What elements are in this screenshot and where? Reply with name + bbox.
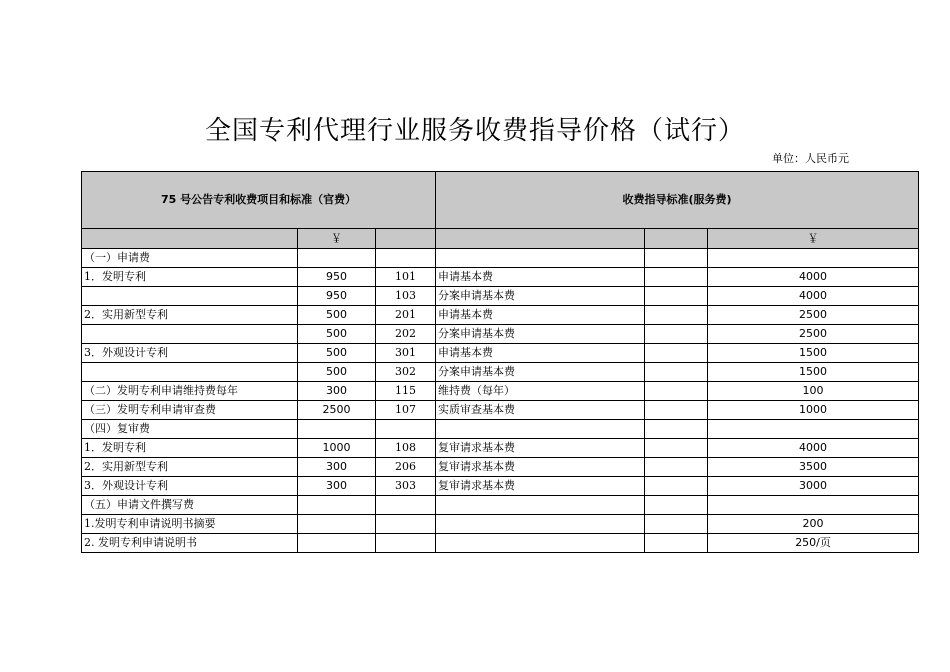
unit-label: 单位：人民币元 [772,152,849,165]
service-fee-cell: 4000 [708,287,919,306]
table-row [82,477,919,496]
service-item-cell: 分案申请基本费 [436,363,645,382]
service-fee-cell: 1000 [708,401,919,420]
service-item-cell: 分案申请基本费 [436,325,645,344]
official-fee-cell [298,249,376,268]
service-fee-cell: 4000 [708,439,919,458]
service-item-cell [436,515,645,534]
official-fee-header: 75 号公告专利收费项目和标准（官费） [82,172,436,229]
currency-row [82,229,919,249]
official-fee-cell: 300 [298,382,376,401]
blank-cell [645,249,708,268]
fee-code-cell: 201 [376,306,436,325]
blank-cell [645,496,708,515]
item-name-cell: （一）申请费 [82,249,298,268]
blank-cell [645,325,708,344]
service-item-cell [436,420,645,439]
fee-code-cell [376,496,436,515]
blank-cell [645,439,708,458]
page-title: 全国专利代理行业服务收费指导价格（试行） [204,116,745,146]
service-fee-cell: 200 [708,515,919,534]
service-item-cell: 申请基本费 [436,268,645,287]
table-row [82,268,919,287]
service-item-cell [436,249,645,268]
blank-cell [645,458,708,477]
table-row [82,249,919,268]
table-row [82,534,919,553]
blank-cell [645,477,708,496]
table-row [82,306,919,325]
official-fee-cell: 950 [298,287,376,306]
fee-code-cell: 301 [376,344,436,363]
blank-cell [645,287,708,306]
service-item-cell: 申请基本费 [436,344,645,363]
blank-cell [645,515,708,534]
official-fee-cell: 500 [298,344,376,363]
fee-code-cell: 101 [376,268,436,287]
fee-code-cell: 103 [376,287,436,306]
item-name-cell: 2. 发明专利申请说明书 [82,534,298,553]
official-fee-cell: 1000 [298,439,376,458]
fee-code-cell: 303 [376,477,436,496]
service-item-cell [436,534,645,553]
service-fee-cell [708,496,919,515]
fee-code-cell [376,420,436,439]
table-row [82,458,919,477]
fee-table [81,171,919,553]
service-fee-cell: 2500 [708,325,919,344]
item-name-cell [82,287,298,306]
blank-cell [645,268,708,287]
currency-symbol: ￥ [298,229,376,249]
service-fee-cell: 250/页 [708,534,919,553]
sub-cell [82,229,298,249]
service-item-cell: 申请基本费 [436,306,645,325]
official-fee-cell: 500 [298,363,376,382]
fee-code-cell [376,515,436,534]
blank-cell [645,363,708,382]
official-fee-cell: 2500 [298,401,376,420]
sub-cell [436,229,645,249]
official-fee-cell: 300 [298,458,376,477]
table-row [82,420,919,439]
blank-cell [645,306,708,325]
item-name-cell [82,325,298,344]
table-row [82,344,919,363]
fee-code-cell [376,249,436,268]
service-fee-header: 收费指导标准(服务费) [436,172,919,229]
official-fee-cell: 300 [298,477,376,496]
service-fee-cell: 4000 [708,268,919,287]
item-name-cell: （二）发明专利申请维持费每年 [82,382,298,401]
item-name-cell: （四）复审费 [82,420,298,439]
official-fee-cell [298,496,376,515]
table-row [82,439,919,458]
fee-code-cell: 202 [376,325,436,344]
service-fee-cell: 3000 [708,477,919,496]
blank-cell [645,401,708,420]
blank-cell [645,382,708,401]
item-name-cell: 3．外观设计专利 [82,477,298,496]
item-name-cell [82,363,298,382]
item-name-cell: 1．发明专利 [82,268,298,287]
official-fee-cell: 950 [298,268,376,287]
official-fee-cell: 500 [298,306,376,325]
service-item-cell: 维持费（每年） [436,382,645,401]
table-row [82,401,919,420]
official-fee-cell [298,515,376,534]
item-name-cell: （三）发明专利申请审查费 [82,401,298,420]
service-fee-cell: 1500 [708,363,919,382]
service-item-cell: 实质审查基本费 [436,401,645,420]
item-name-cell: 3．外观设计专利 [82,344,298,363]
blank-cell [645,534,708,553]
service-fee-cell: 3500 [708,458,919,477]
fee-code-cell: 302 [376,363,436,382]
official-fee-cell: 500 [298,325,376,344]
blank-cell [645,420,708,439]
table-row [82,287,919,306]
item-name-cell: 2．实用新型专利 [82,458,298,477]
table-row [82,363,919,382]
item-name-cell: （五）申请文件撰写费 [82,496,298,515]
service-fee-cell [708,420,919,439]
fee-code-cell: 107 [376,401,436,420]
service-fee-cell: 1500 [708,344,919,363]
service-fee-cell: 2500 [708,306,919,325]
fee-code-cell [376,534,436,553]
item-name-cell: 2．实用新型专利 [82,306,298,325]
table-row [82,515,919,534]
table-row [82,382,919,401]
official-fee-cell [298,420,376,439]
currency-symbol: ￥ [708,229,919,249]
sub-cell [645,229,708,249]
service-fee-cell [708,249,919,268]
item-name-cell: 1.发明专利申请说明书摘要 [82,515,298,534]
service-item-cell: 复审请求基本费 [436,477,645,496]
service-item-cell [436,496,645,515]
fee-code-cell: 115 [376,382,436,401]
service-item-cell: 复审请求基本费 [436,439,645,458]
table-row [82,325,919,344]
service-item-cell: 复审请求基本费 [436,458,645,477]
item-name-cell: 1．发明专利 [82,439,298,458]
blank-cell [645,344,708,363]
table-row [82,496,919,515]
sub-cell [376,229,436,249]
service-fee-cell: 100 [708,382,919,401]
official-fee-cell [298,534,376,553]
fee-code-cell: 206 [376,458,436,477]
fee-code-cell: 108 [376,439,436,458]
service-item-cell: 分案申请基本费 [436,287,645,306]
table-header-row [82,172,919,229]
